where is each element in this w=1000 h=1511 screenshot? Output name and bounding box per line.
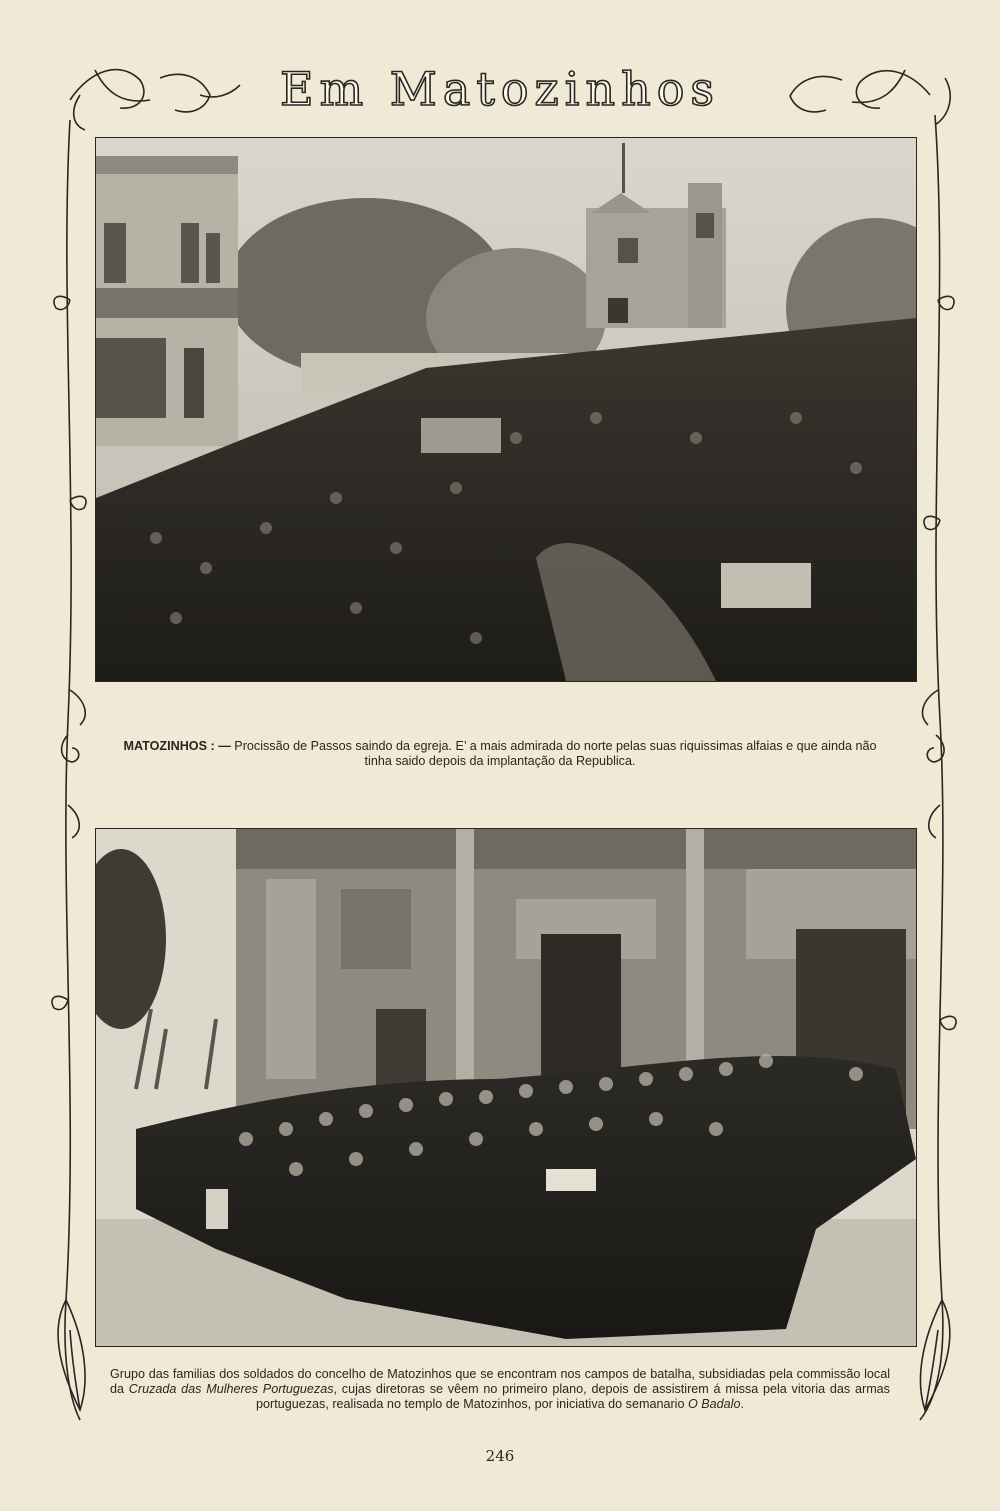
families-group-photo-image [96, 829, 916, 1346]
caption-newspaper-name: O Badalo [687, 1397, 741, 1411]
caption-part-2: , cujas diretoras se vêem no primeiro plano, depois de assistirem á missa pela vitoria das armas portuguezas, realisada no templo de Matozinhos, por iniciativa do semanario [256, 1382, 890, 1411]
caption-lead: MATOZINHOS : — [123, 739, 235, 753]
caption-part-3: . [740, 1397, 744, 1411]
procession-photo-image [96, 138, 916, 681]
page-title: Em Matozinhos [279, 62, 721, 116]
procession-caption [110, 739, 890, 769]
caption-text: Procissão de Passos saindo da egreja. E’ a mais admirada do norte pelas suas riquissimas alfaias e que ainda não tinha saido depois da implantação da Republica. [234, 739, 877, 768]
page-number: 246 [485, 1447, 515, 1465]
caption-organization-name: Cruzada das Mulheres Portuguezas [128, 1382, 334, 1396]
families-group-photo [95, 828, 917, 1347]
families-caption [110, 1367, 890, 1412]
caption-part-1: Grupo das familias dos soldados do concelho de Matozinhos que se encontram nos campos de batalha, subsidiadas pela commissão local da [110, 1367, 890, 1396]
procession-photo [95, 137, 917, 682]
